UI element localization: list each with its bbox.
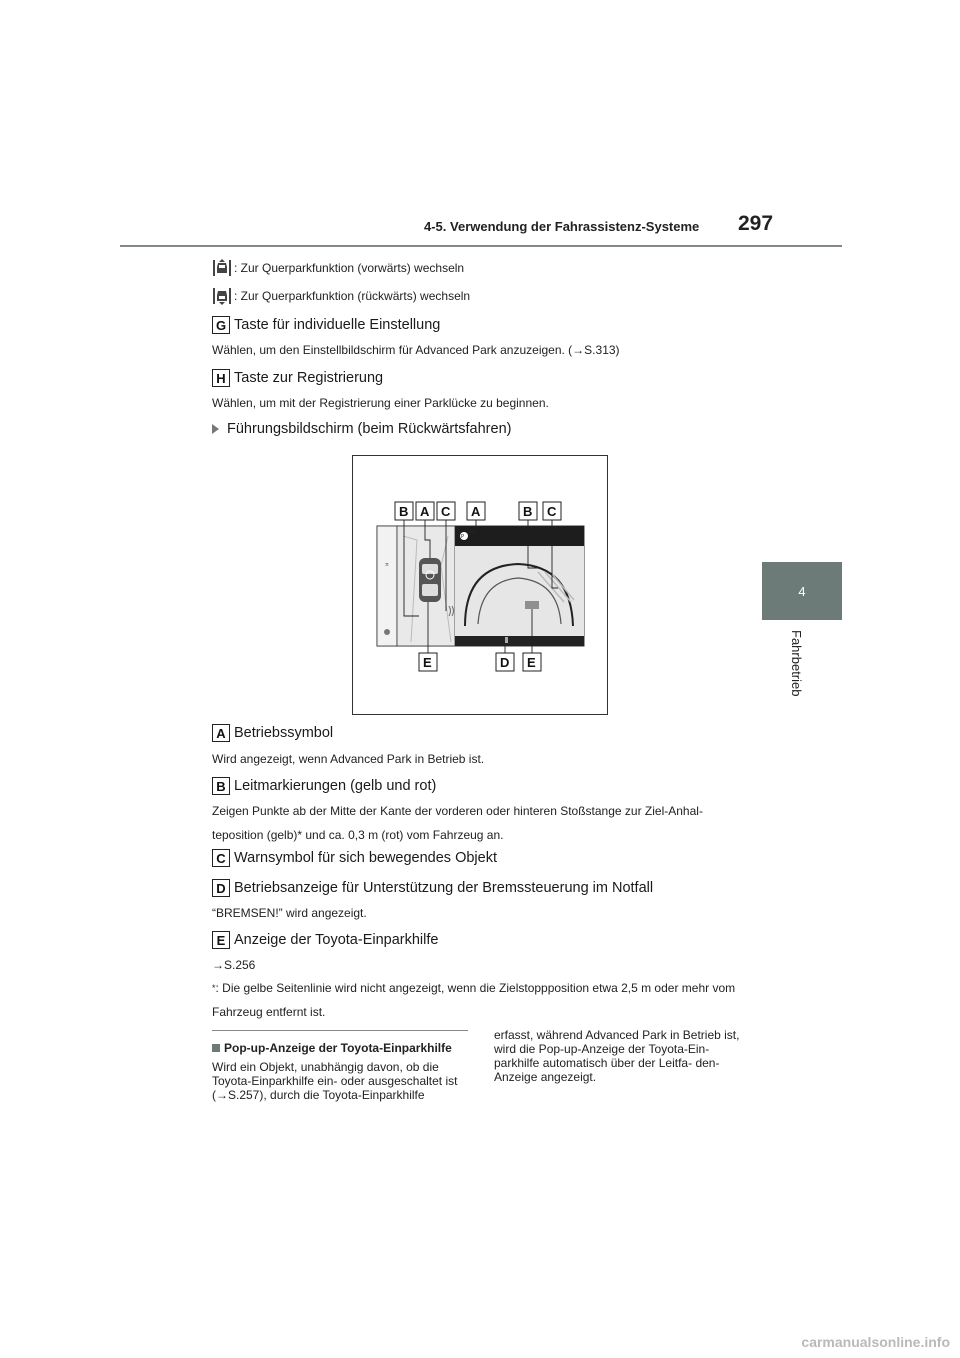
footnote-text: : Die gelbe Seitenlinie wird nicht angezeigt, wenn die Zielstoppposition etwa 2,5 m oder mehr vom Fahrzeug entfernt ist. [212,981,736,1019]
header-rule [120,245,842,247]
item-c-title: Warnsymbol für sich bewegendes Objekt [234,850,497,866]
icon-line-reverse [212,286,470,306]
item-a-heading [212,724,333,742]
label-box-c: C [212,849,230,867]
label-box-h: H [212,369,230,387]
info-box-rule [212,1030,468,1031]
chapter-number: 4 [798,583,806,599]
item-d-title: Betriebsanzeige für Unterstützung der Bremssteuerung im Notfall [234,880,654,896]
label-box-b: B [212,777,230,795]
watermark: carmanualsonline.info [801,1334,950,1350]
callout-top-5: B [523,504,533,519]
guidance-screen-figure [352,455,608,715]
parallel-park-reverse-icon [212,286,232,306]
chapter-name: Fahrbetrieb [789,630,804,697]
callout-bottom-1: E [423,655,432,670]
info-box-left-text: Wird ein Objekt, unabhängig davon, ob die Toyota-Einparkhilfe ein- oder ausgeschaltet ist (→S.257), durch die Toyota-Einparkhilfe [212,1060,458,1102]
icon-line-forward [212,258,464,278]
item-c-heading [212,849,497,867]
item-h-body: Wählen, um mit der Registrierung einer Parklücke zu beginnen. [212,396,549,410]
label-box-a: A [212,724,230,742]
footnote-mark: * [212,983,216,993]
item-d-body: “BREMSEN!” wird angezeigt. [212,906,367,920]
subheading-text: Führungsbildschirm (beim Rückwärtsfahren) [227,421,512,437]
item-a-title: Betriebssymbol [234,725,334,741]
icon-line-reverse-text: : Zur Querparkfunktion (rückwärts) wechseln [234,289,471,303]
chapter-tab [762,562,842,620]
label-box-g: G [212,316,230,334]
item-e-title: Anzeige der Toyota-Einparkhilfe [234,932,439,948]
callout-top-2: A [420,504,430,519]
item-b-body: Zeigen Punkte ab der Mitte der Kante der vorderen oder hinteren Stoßstange zur Ziel-Anhal- teposition (gelb)* und ca. 0,3 m (rot) vom Fahrzeug an. [212,804,703,842]
page-number: 297 [738,212,774,235]
callout-top-3: C [441,504,451,519]
callout-bottom-2: D [500,655,510,670]
item-a-body: Wird angezeigt, wenn Advanced Park in Betrieb ist. [212,752,485,766]
callout-bottom-3: E [527,655,536,670]
label-box-e: E [212,931,230,949]
item-h-title: Taste zur Registrierung [234,370,384,386]
item-g-title: Taste für individuelle Einstellung [234,317,441,333]
svg-text:⌅: ⌅ [384,560,390,568]
info-box-heading [212,1041,474,1055]
triangle-bullet-icon [212,424,219,434]
item-b-heading [212,777,436,795]
item-d-heading [212,879,653,897]
subheading [212,421,511,437]
item-g-heading [212,316,440,334]
info-box-left-column [212,1041,474,1102]
item-g-body: Wählen, um den Einstellbildschirm für Advanced Park anzuzeigen. (→S.313) [212,343,620,357]
icon-line-forward-text: : Zur Querparkfunktion (vorwärts) wechseln [234,261,465,275]
item-e-body: →S.256 [212,958,256,972]
guidance-screen-illustration [353,456,607,714]
callout-top-6: C [547,504,557,519]
item-e-heading [212,931,438,949]
parallel-park-forward-icon [212,258,232,278]
footnote [212,976,752,1024]
callout-top-4: A [471,504,481,519]
label-box-d: D [212,879,230,897]
callout-top-1: B [399,504,409,519]
square-bullet-icon [212,1044,220,1052]
item-b-title: Leitmarkierungen (gelb und rot) [234,778,437,794]
item-h-heading [212,369,383,387]
section-title: 4-5. Verwendung der Fahrassistenz-Systeme [424,219,700,234]
info-box-heading-text: Pop-up-Anzeige der Toyota-Einparkhilfe [224,1041,452,1055]
info-box-right-text: erfasst, während Advanced Park in Betrieb ist, wird die Pop-up-Anzeige der Toyota-Ein- parkhilfe automatisch über der Leitfa- den-Anzeige angezeigt. [494,1028,740,1084]
svg-text:P: P [461,534,465,540]
